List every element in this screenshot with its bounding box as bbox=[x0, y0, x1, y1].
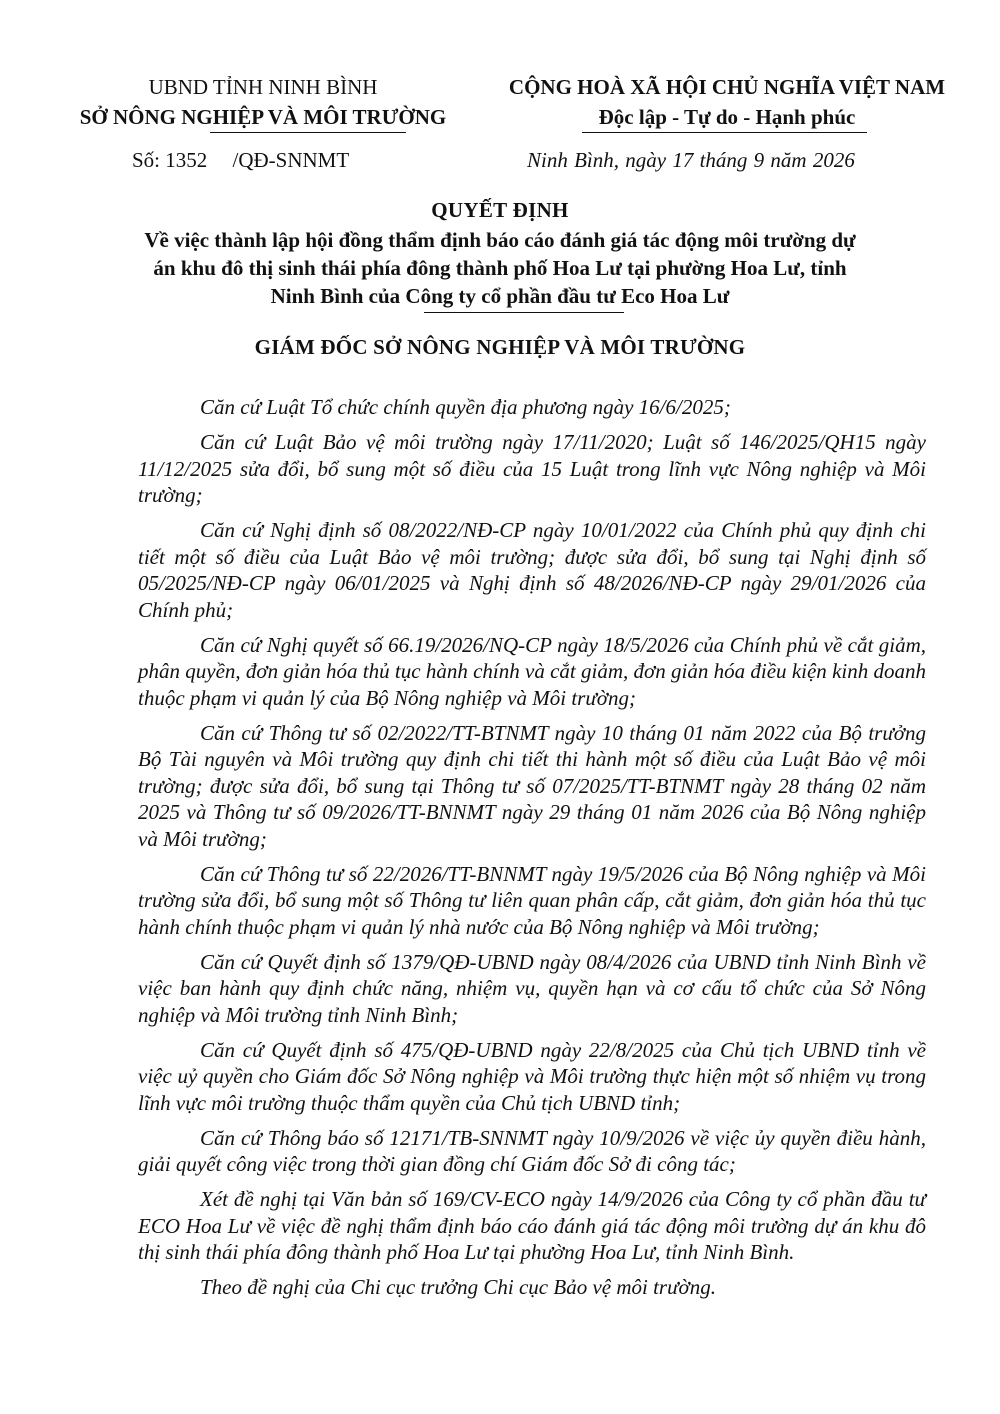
subject-line-1: Về việc thành lập hội đồng thẩm định báo cáo đánh giá tác động môi trường dự bbox=[144, 228, 856, 252]
subject-underline bbox=[424, 312, 624, 313]
document-body bbox=[138, 394, 926, 1309]
national-header-block bbox=[495, 72, 959, 175]
legal-basis-paragraph: Căn cứ Luật Bảo vệ môi trường ngày 17/11/2020; Luật số 146/2025/QH15 ngày 11/12/2025 sửa đổi, bổ sung một số điều của 15 Luật trong lĩnh vực Nông nghiệp và Môi trường; bbox=[138, 430, 926, 507]
subject-line-3: Ninh Bình của Công ty cổ phần đầu tư Eco Hoa Lư bbox=[270, 284, 730, 308]
legal-basis-paragraph: Căn cứ Quyết định số 1379/QĐ-UBND ngày 08/4/2026 của UBND tỉnh Ninh Bình về việc ban hành quy định chức năng, nhiệm vụ, quyền hạn và cơ cấu tổ chức của Sở Nông nghiệp và Môi trường tỉnh Ninh Bình; bbox=[138, 949, 926, 1027]
proposal-paragraph: Xét đề nghị tại Văn bản số 169/CV-ECO ngày 14/9/2026 của Công ty cổ phần đầu tư ECO Hoa Lư về việc đề nghị thẩm định báo cáo đánh giá tác động môi trường dự án khu đô thị sinh thái phía đông thành phố Hoa Lư tại phường Hoa Lư, tỉnh Ninh Bình. bbox=[138, 1187, 926, 1264]
issuing-authority-block bbox=[44, 72, 482, 175]
document-number-line bbox=[44, 145, 482, 175]
place-and-date: Ninh Bình, ngày 17 tháng 9 năm 2026 bbox=[527, 148, 855, 172]
document-title-block bbox=[110, 196, 890, 313]
subject-line-2: án khu đô thị sinh thái phía đông thành phố Hoa Lư tại phường Hoa Lư, tỉnh bbox=[153, 256, 847, 280]
legal-basis-paragraph: Căn cứ Nghị quyết số 66.19/2026/NQ-CP ngày 18/5/2026 của Chính phủ về cắt giảm, phân quyền, đơn giản hóa thủ tục hành chính và cắt giảm, đơn giản hóa điều kiện kinh doanh thuộc phạm vi quản lý của Bộ Nông nghiệp và Môi trường; bbox=[138, 632, 926, 710]
national-title: CỘNG HOÀ XÃ HỘI CHỦ NGHĨA VIỆT NAM bbox=[508, 75, 946, 99]
document-number: 1352 bbox=[165, 148, 208, 172]
legal-basis-paragraph: Căn cứ Quyết định số 475/QĐ-UBND ngày 22/8/2025 của Chủ tịch UBND tỉnh về việc uỷ quyền cho Giám đốc Sở Nông nghiệp và Môi trường thực hiện một số nhiệm vụ trong lĩnh vực môi trường thuộc thẩm quyền của Chủ tịch UBND tỉnh; bbox=[138, 1037, 926, 1115]
issuer-title: GIÁM ĐỐC SỞ NÔNG NGHIỆP VÀ MÔI TRƯỜNG bbox=[254, 335, 746, 359]
legal-basis-paragraph: Căn cứ Thông báo số 12171/TB-SNNMT ngày 10/9/2026 về việc ủy quyền điều hành, giải quyết công việc trong thời gian đồng chí Giám đốc Sở đi công tác; bbox=[138, 1125, 926, 1176]
legal-basis-paragraph: Căn cứ Luật Tổ chức chính quyền địa phương ngày 16/6/2025; bbox=[200, 395, 731, 419]
document-number-label: Số: bbox=[132, 148, 161, 172]
authority-name: UBND TỈNH NINH BÌNH bbox=[148, 75, 378, 99]
legal-basis-paragraph: Căn cứ Thông tư số 22/2026/TT-BNNMT ngày 19/5/2026 của Bộ Nông nghiệp và Môi trường sửa đổi, bổ sung một số Thông tư liên quan phân cấp, cắt giảm, đơn giản hóa thủ tục hành chính thuộc phạm vi quản lý nhà nước của Bộ Nông nghiệp và Môi trường; bbox=[138, 861, 926, 939]
motto-underline bbox=[582, 132, 867, 133]
recommendation-paragraph: Theo đề nghị của Chi cục trưởng Chi cục Bảo vệ môi trường. bbox=[200, 1275, 716, 1299]
department-underline bbox=[210, 132, 406, 133]
department-name: SỞ NÔNG NGHIỆP VÀ MÔI TRƯỜNG bbox=[79, 105, 447, 129]
document-number-suffix: /QĐ-SNNMT bbox=[232, 148, 350, 172]
national-motto: Độc lập - Tự do - Hạnh phúc bbox=[598, 105, 856, 129]
legal-basis-paragraph: Căn cứ Nghị định số 08/2022/NĐ-CP ngày 10/01/2022 của Chính phủ quy định chi tiết một số điều của Luật Bảo vệ môi trường; được sửa đổi, bổ sung tại Nghị định số 05/2025/NĐ-CP ngày 06/01/2025 và Nghị định số 48/2026/NĐ-CP ngày 29/01/2026 của Chính phủ; bbox=[138, 518, 926, 622]
document-type: QUYẾT ĐỊNH bbox=[431, 198, 569, 222]
legal-basis-paragraph: Căn cứ Thông tư số 02/2022/TT-BTNMT ngày 10 tháng 01 năm 2022 của Bộ trưởng Bộ Tài nguyên và Môi trường quy định chi tiết thi hành một số điều của Luật Bảo vệ môi trường; được sửa đổi, bổ sung tại Thông tư số 07/2025/TT-BTNMT ngày 28 tháng 02 năm 2025 và Thông tư số 09/2026/TT-BNNMT ngày 29 tháng 01 năm 2026 của Bộ Nông nghiệp và Môi trường; bbox=[138, 720, 926, 851]
